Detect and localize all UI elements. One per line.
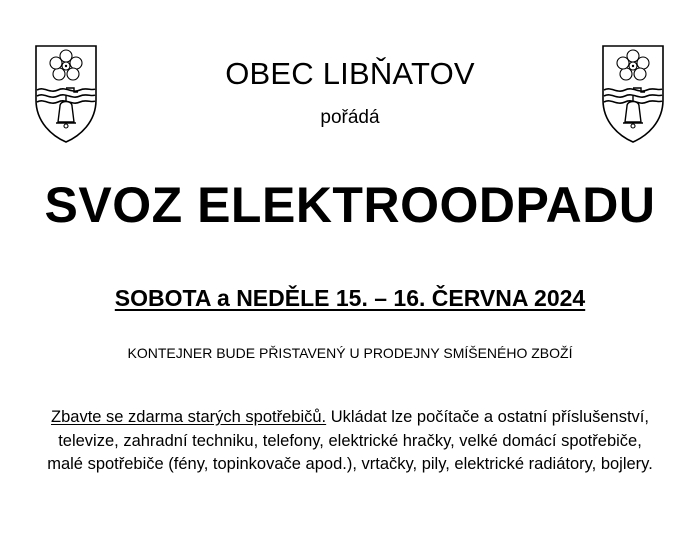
info-highlight: Zbavte se zdarma starých spotřebičů. — [51, 408, 327, 426]
presents-subheading: pořádá — [320, 107, 380, 128]
organizer-heading: OBEC LIBŇATOV — [225, 56, 475, 91]
event-date — [0, 285, 700, 312]
event-date-text: SOBOTA a NEDĚLE 15. – 16. ČERVNA 2024 — [114, 285, 586, 311]
event-location: KONTEJNER BUDE PŘISTAVENÝ U PRODEJNY SMÍŠENÉHO ZBOŽÍ — [127, 345, 573, 361]
info-body: Ukládat lze počítače a ostatní příslušenství, televize, zahradní techniku, telefony, elektrické hračky, velké domácí spotřebiče, malé spotřebiče (fény, topinkovače apod.), vrtačky, pily, elektrické radiátory, bojlery. — [47, 408, 653, 473]
event-title: SVOZ ELEKTROODPADU — [44, 177, 656, 233]
info-paragraph — [40, 406, 660, 477]
